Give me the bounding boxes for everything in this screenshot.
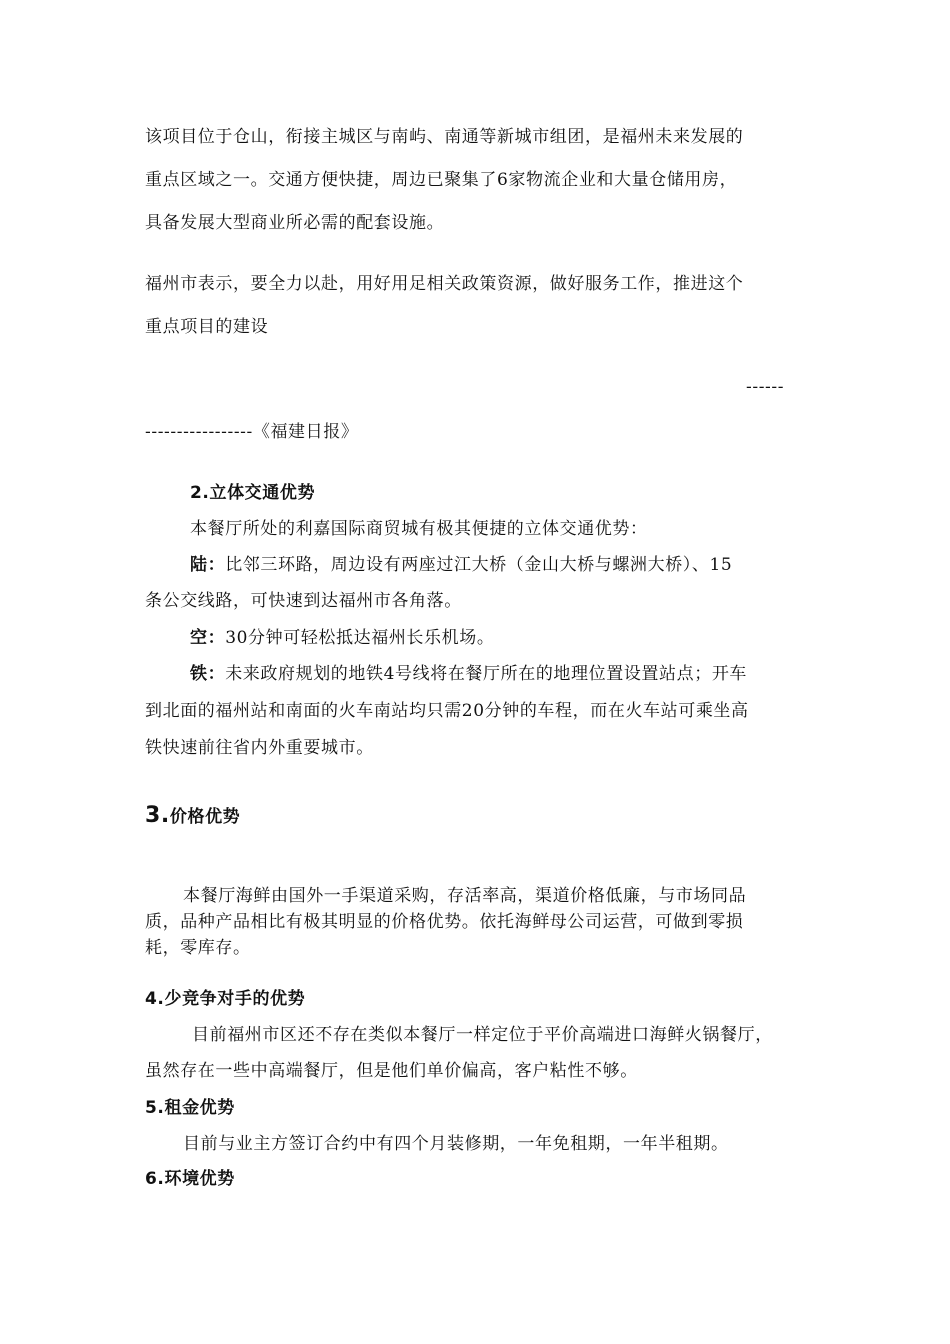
land-label: 陆： (190, 555, 226, 575)
source-attribution: -----------------《福建日报》 (145, 422, 359, 442)
section6-heading: 6.环境优势 (145, 1169, 235, 1189)
intro-para1-line1: 该项目位于仓山，衔接主城区与南屿、南通等新城市组团，是福州未来发展的 (145, 127, 744, 147)
air-text: 30分钟可轻松抵达福州长乐机场。 (225, 628, 495, 648)
section3-line2: 质，品种产品相比有极其明显的价格优势。依托海鲜母公司运营，可做到零损 (145, 912, 744, 932)
air-label: 空： (190, 628, 226, 648)
section2-heading: 2.立体交通优势 (190, 483, 316, 503)
source-dash: ------ (746, 377, 785, 397)
section2-intro: 本餐厅所处的利嘉国际商贸城有极其便捷的立体交通优势： (190, 519, 648, 539)
section2-air (190, 627, 494, 649)
section5-heading: 5.租金优势 (145, 1098, 235, 1118)
section2-land-cont: 条公交线路，可快速到达福州市各角落。 (145, 591, 462, 611)
section3-line1: 本餐厅海鲜由国外一手渠道采购，存活率高，渠道价格低廉，与市场同品 (183, 886, 747, 906)
section4-line2: 虽然存在一些中高端餐厅，但是他们单价偏高，客户粘性不够。 (145, 1061, 638, 1081)
section3-heading (145, 805, 240, 828)
section5-line: 目前与业主方签订合约中有四个月装修期，一年免租期，一年半租期。 (183, 1134, 729, 1154)
section2-rail-cont2: 铁快速前往省内外重要城市。 (145, 738, 374, 758)
section3-line3: 耗，零库存。 (145, 938, 251, 958)
rail-text: 未来政府规划的地铁4号线将在餐厅所在的地理位置设置站点；开车 (225, 664, 748, 684)
section3-heading-text: 价格优势 (169, 807, 241, 827)
section2-land (190, 554, 732, 576)
section3-heading-num: 3. (145, 803, 170, 828)
section4-heading: 4.少竞争对手的优势 (145, 989, 306, 1009)
rail-label: 铁： (190, 664, 226, 684)
intro-para2-line2: 重点项目的建设 (145, 317, 269, 337)
intro-para1-line2: 重点区域之一。交通方便快捷，周边已聚集了6家物流企业和大量仓储用房， (145, 170, 738, 190)
section2-rail (190, 663, 747, 685)
intro-para1-line3: 具备发展大型商业所必需的配套设施。 (145, 213, 445, 233)
land-text: 比邻三环路，周边设有两座过江大桥（金山大桥与螺洲大桥）、15 (225, 555, 733, 575)
intro-para2-line1: 福州市表示，要全力以赴，用好用足相关政策资源，做好服务工作，推进这个 (145, 274, 744, 294)
section2-rail-cont1: 到北面的福州站和南面的火车南站均只需20分钟的车程，而在火车站可乘坐高 (145, 701, 749, 721)
section4-line1: 目前福州市区还不存在类似本餐厅一样定位于平价高端进口海鲜火锅餐厅， (192, 1025, 773, 1045)
